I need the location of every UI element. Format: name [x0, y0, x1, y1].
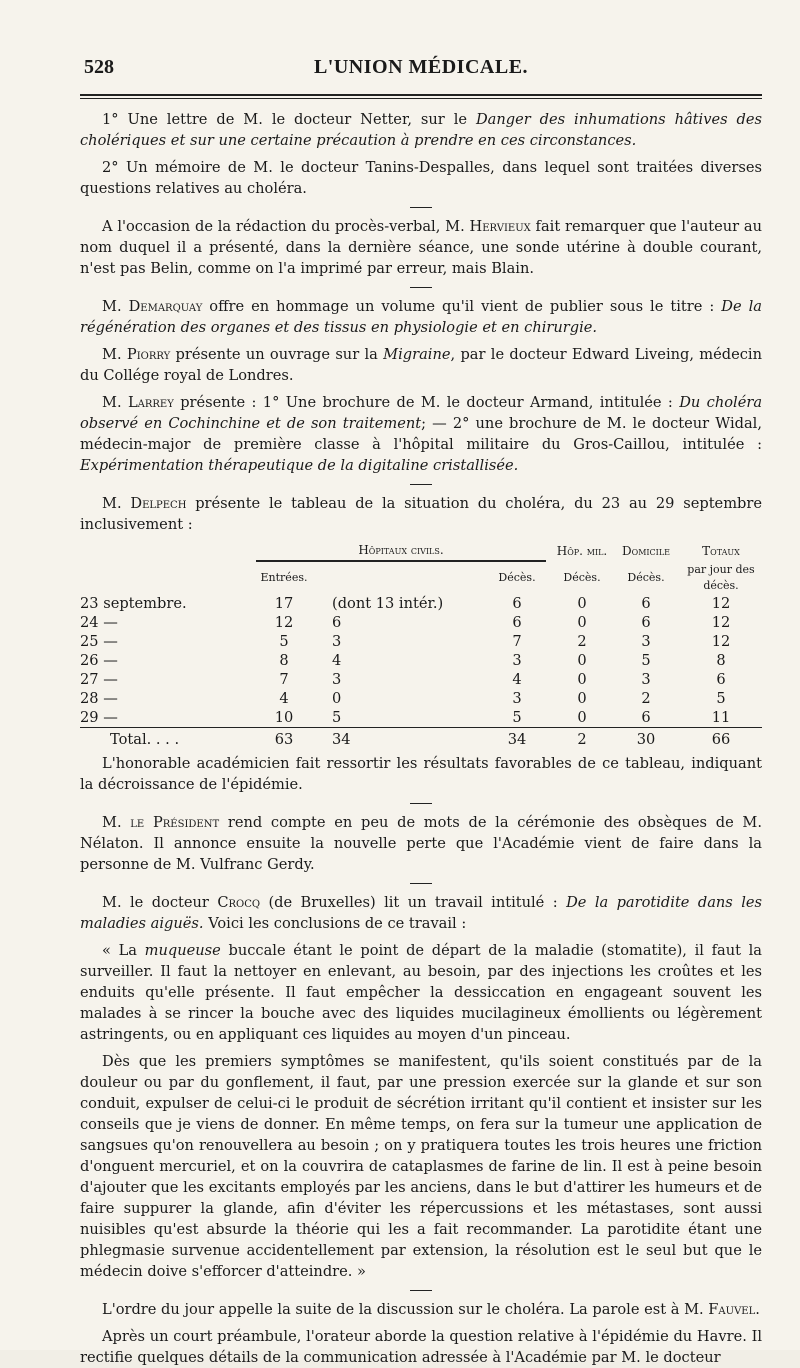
cell-dec: 4	[512, 671, 522, 688]
cell-date: 25 —	[80, 633, 118, 650]
cell-int: 3	[332, 633, 342, 650]
table-row	[80, 689, 762, 708]
cell-dom: 6	[641, 709, 651, 726]
cell-date: 27 —	[80, 671, 118, 688]
cell-ent: 4	[279, 690, 289, 707]
paragraph-2: 2° Un mémoire de M. le docteur Tanins-Despalles, dans lequel sont traitées diverses questions relatives au choléra.	[80, 159, 762, 197]
paragraph-8: L'honorable académicien fait ressortir les résultats favorables de ce tableau, indiquant la décroissance de l'épidémie.	[80, 755, 762, 793]
cell-date: 29 —	[80, 709, 118, 726]
col-deces: Décès.	[498, 571, 536, 584]
table-row	[80, 632, 762, 651]
cell-dec: 3	[512, 652, 522, 669]
cell-dec: 6	[512, 614, 522, 631]
cell-date: 24 —	[80, 614, 118, 631]
paragraph-12: Dès que les premiers symptômes se manifestent, qu'ils soient constitués par de la douleur ou par du gonflement, il faut, par une pression exercée sur la glande et sur son conduit, expulser de celui-ci le produit de sécrétion irritant qu'il contient et insister sur les conseils que je viens de donner. En même temps, on fera sur la tumeur une application de sangsues qu'on renouvellera au besoin ; on y pratiquera toutes les trois heures une friction d'onguent mercuriel, et on la couvrira de cataplasmes de farine de lin. Il est à peine besoin d'ajouter que les excitants employés par les anciens, dans le but d'attirer les humeurs et de faire suppurer la glande, afin d'éviter les répercussions et les métastases, sont aussi nuisibles qu'est absurde la théorie qui les a fait recommander. La parotidite étant une phlegmasie survenue accidentellement par extension, la résolution est le seul but que le médecin doive s'efforcer d'atteindre. »	[80, 1053, 762, 1280]
cell-date: 26 —	[80, 652, 118, 669]
cell-mil: 0	[577, 690, 587, 707]
cholera-table	[80, 541, 762, 749]
cell-dom: 6	[641, 595, 651, 612]
paragraph-11: « La muqueuse buccale étant le point de départ de la maladie (stomatite), il faut la surveiller. Il faut la nettoyer en enlevant, au besoin, par des injections les croûtes et les enduits qu'elle présente. Il faut empêcher la dessiccation en engageant souvent les malades à se rincer la bouche avec des liquides mucilagineux émollients ou légèrement astringents, ou en appliquant ces liquides au moyen d'un pinceau.	[80, 942, 762, 1043]
cell-dec: 3	[512, 690, 522, 707]
running-title: L'UNION MÉDICALE.	[313, 56, 529, 78]
cell-ent: 17	[274, 595, 294, 612]
cell-tot: 12	[711, 614, 731, 631]
separator	[410, 883, 432, 884]
cell-ent: 7	[279, 671, 289, 688]
table-row	[80, 594, 762, 613]
cell-int: 5	[332, 709, 342, 726]
paragraph-14: Après un court préambule, l'orateur aborde la question relative à l'épidémie du Havre. Il rectifie quelques détails de la communication adressée à l'Académie par M. le docteur	[80, 1328, 762, 1366]
table-row	[80, 613, 762, 632]
cell-int: 6	[332, 614, 342, 631]
paragraph-1: 1° Une lettre de M. le docteur Netter, sur le Danger des inhumations hâtives des cholériques et sur une certaine précaution à prendre en ces circonstances.	[80, 111, 762, 149]
group-dom-header: Domicile	[622, 544, 670, 558]
group-tot-header: Totaux	[702, 544, 740, 558]
cell-mil: 0	[577, 709, 587, 726]
cell-dec: 7	[512, 633, 522, 650]
page-header	[80, 52, 762, 80]
cell-mil: 0	[577, 652, 587, 669]
paragraph-13: L'ordre du jour appelle la suite de la discussion sur le choléra. La parole est à M. Fauvel.	[102, 1301, 760, 1318]
cell-dom: 3	[641, 671, 651, 688]
separator	[410, 207, 432, 208]
header-rule	[80, 94, 762, 99]
separator	[410, 287, 432, 288]
cell-tot: 8	[716, 652, 726, 669]
cell-ent: 8	[279, 652, 289, 669]
cell-int: 3	[332, 671, 342, 688]
cell-int: 0	[332, 690, 342, 707]
cell-dom: 5	[641, 652, 651, 669]
table-row	[80, 670, 762, 689]
separator	[410, 484, 432, 485]
cell-mil: 2	[577, 633, 587, 650]
cell-date: 28 —	[80, 690, 118, 707]
col-mil-deces: Décès.	[563, 571, 601, 584]
cell-tot: 5	[716, 690, 726, 707]
cell-tot: 11	[711, 709, 731, 726]
paragraph-7: M. Delpech présente le tableau de la situation du choléra, du 23 au 29 septembre inclusivement :	[80, 495, 762, 533]
cell-dom: 3	[641, 633, 651, 650]
cell-tot: 12	[711, 595, 731, 612]
paragraph-5: M. Piorry présente un ouvrage sur la Migraine, par le docteur Edward Liveing, médecin du Collége royal de Londres.	[80, 346, 762, 384]
cell-int: 4	[332, 652, 342, 669]
col-entrees: Entrées.	[260, 571, 308, 584]
paragraph-3: A l'occasion de la rédaction du procès-verbal, M. Hervieux fait remarquer que l'auteur au nom duquel il a présenté, dans la dernière séance, une sonde utérine à double courant, n'est pas Belin, comme on l'a imprimé par erreur, mais Blain.	[80, 218, 762, 277]
page-number: 528	[84, 56, 114, 78]
cell-dec: 6	[512, 595, 522, 612]
cell-tot: 12	[711, 633, 731, 650]
cell-dom: 6	[641, 614, 651, 631]
cell-tot: 6	[716, 671, 726, 688]
cell-ent: 5	[279, 633, 289, 650]
cell-int: (dont 13 intér.)	[332, 595, 444, 612]
cell-ent: 10	[274, 709, 294, 726]
cell-dec: 5	[512, 709, 522, 726]
table-row	[80, 708, 762, 728]
total-row: Total. . . . 63 34 34 2 30 66	[80, 728, 762, 750]
cell-ent: 12	[274, 614, 294, 631]
cell-date: 23 septembre.	[80, 595, 187, 612]
group-mil-header: Hôp. mil.	[556, 544, 608, 558]
paragraph-9: M. le Président rend compte en peu de mots de la cérémonie des obsèques de M. Nélaton. Il annonce ensuite la nouvelle perte que l'Académie vient de faire dans la personne de M. Vulfranc Gerdy.	[80, 814, 762, 873]
paragraph-10: M. le docteur Crocq (de Bruxelles) lit un travail intitulé : De la parotidite dans les maladies aiguës. Voici les conclusions de ce travail :	[80, 894, 762, 932]
col-totaux: par jour des décès.	[687, 563, 755, 592]
col-dom-deces: Décès.	[627, 571, 665, 584]
paragraph-6: M. Larrey présente : 1° Une brochure de M. le docteur Armand, intitulée : Du choléra observé en Cochinchine et de son traitement; — 2° une brochure de M. le docteur Widal, médecin-major de première classe à l'hôpital militaire du Gros-Caillou, intitulée : Expérimentation thérapeutique de la digitaline cristallisée.	[80, 394, 763, 474]
cell-mil: 0	[577, 614, 587, 631]
group-civil-header: Hôpitaux civils.	[250, 541, 552, 562]
table-row	[80, 651, 762, 670]
separator	[410, 803, 432, 804]
cell-dom: 2	[641, 690, 651, 707]
cell-mil: 0	[577, 671, 587, 688]
cell-mil: 0	[577, 595, 587, 612]
separator	[410, 1290, 432, 1291]
paragraph-4: M. Demarquay offre en hommage un volume qu'il vient de publier sous le titre : De la régénération des organes et des tissus en physiologie et en chirurgie.	[80, 298, 762, 336]
